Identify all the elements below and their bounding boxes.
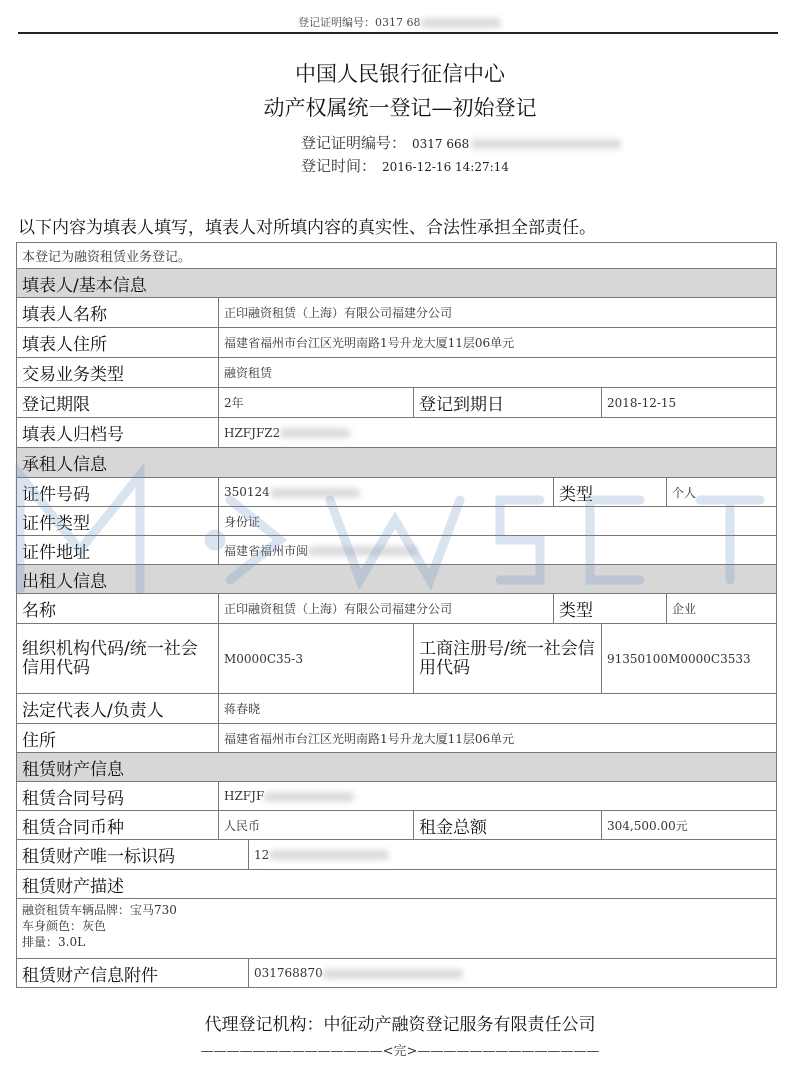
top-cert-value: 0317 68 <box>375 16 421 29</box>
table-row <box>17 478 777 507</box>
redaction-blur <box>270 488 360 498</box>
uid-visible: 12 <box>254 847 270 862</box>
top-cert-label: 登记证明编号： <box>298 16 375 29</box>
cert-number-label: 登记证明编号： <box>301 134 407 152</box>
register-time-label: 登记时间： <box>301 157 377 175</box>
lessee-id-value <box>219 478 554 507</box>
lessor-org-value: M0000C35-3 <box>219 624 414 694</box>
redaction-blur <box>308 546 418 556</box>
lessor-rep-value: 蒋春晓 <box>219 694 777 724</box>
filler-address-value: 福建省福州市台江区光明南路1号升龙大厦11层06单元 <box>219 328 777 358</box>
table-row <box>17 959 777 988</box>
uid-value <box>249 840 777 870</box>
section-property <box>17 753 777 782</box>
field-label: 填表人住所 <box>17 328 219 358</box>
lessee-kind-value: 个人 <box>667 478 777 507</box>
field-label: 租金总额 <box>414 811 602 840</box>
table-row <box>17 358 777 388</box>
field-label: 类型 <box>554 478 667 507</box>
section-title: 承租人信息 <box>17 448 777 478</box>
archive-visible: HZFJFZ2 <box>224 425 281 440</box>
period-value: 2年 <box>219 388 414 418</box>
redaction-blur <box>323 969 463 979</box>
property-description <box>17 899 777 959</box>
top-divider <box>18 32 778 34</box>
desc-line: 车身颜色：灰色 <box>22 919 107 933</box>
lessor-address-value: 福建省福州市台江区光明南路1号升龙大厦11层06单元 <box>219 724 777 753</box>
table-row <box>17 328 777 358</box>
attach-value <box>249 959 777 988</box>
lessee-address-visible: 福建省福州市闽 <box>224 543 309 558</box>
lessor-kind-value: 企业 <box>667 594 777 624</box>
table-row <box>17 594 777 624</box>
end-marker: ——————————————<完>—————————————— <box>200 1044 600 1059</box>
agency-line: 代理登记机构：中征动产融资登记服务有限责任公司 <box>204 1015 596 1035</box>
section-lessee <box>17 448 777 478</box>
field-label: 租赁财产信息附件 <box>17 959 249 988</box>
lessee-id-visible: 350124 <box>224 485 270 499</box>
table-row <box>17 694 777 724</box>
field-label: 组织机构代码/统一社会信用代码 <box>17 624 219 694</box>
field-label: 交易业务类型 <box>17 358 219 388</box>
field-label: 证件号码 <box>17 478 219 507</box>
redaction-blur <box>471 139 621 149</box>
table-row <box>17 624 777 694</box>
redaction-blur <box>280 428 350 438</box>
top-cert-number <box>298 14 501 30</box>
table-row <box>17 724 777 753</box>
desc-line: 排量：3.0L <box>22 935 86 949</box>
table-row <box>17 870 777 899</box>
field-label: 法定代表人/负责人 <box>17 694 219 724</box>
registration-form <box>16 242 777 988</box>
business-note: 本登记为融资租赁业务登记。 <box>17 243 777 269</box>
field-label: 登记到期日 <box>414 388 602 418</box>
field-label: 填表人归档号 <box>17 418 219 448</box>
field-label: 租赁合同币种 <box>17 811 219 840</box>
field-label: 租赁合同号码 <box>17 782 219 811</box>
section-title: 租赁财产信息 <box>17 753 777 782</box>
section-lessor <box>17 565 777 594</box>
filler-name-value: 正印融资租赁（上海）有限公司福建分公司 <box>219 298 777 328</box>
table-row <box>17 298 777 328</box>
redaction-blur <box>269 850 389 860</box>
field-label: 填表人名称 <box>17 298 219 328</box>
section-title: 填表人/基本信息 <box>17 269 777 298</box>
cert-number-row <box>301 132 621 153</box>
section-filler <box>17 269 777 298</box>
section-title: 出租人信息 <box>17 565 777 594</box>
table-row <box>17 782 777 811</box>
field-label: 租赁财产描述 <box>17 870 777 899</box>
page-title: 中国人民银行征信中心 <box>295 62 505 86</box>
table-row <box>17 536 777 565</box>
field-label: 证件类型 <box>17 507 219 536</box>
field-label: 类型 <box>554 594 667 624</box>
lessor-reg-value: 91350100M0000C3533 <box>602 624 777 694</box>
responsibility-notice: 以下内容为填表人填写，填表人对所填内容的真实性、合法性承担全部责任。 <box>18 218 596 238</box>
cert-number-value: 0317 668 <box>412 137 470 151</box>
table-row <box>17 507 777 536</box>
field-label: 证件地址 <box>17 536 219 565</box>
register-time-value: 2016-12-16 14:27:14 <box>382 160 509 174</box>
table-row <box>17 899 777 959</box>
lessee-id-type-value: 身份证 <box>219 507 777 536</box>
field-label: 住所 <box>17 724 219 753</box>
lessee-address-value <box>219 536 777 565</box>
redaction-blur <box>264 792 354 802</box>
field-label: 工商注册号/统一社会信用代码 <box>414 624 602 694</box>
rent-value: 304,500.00元 <box>602 811 777 840</box>
register-time-row <box>301 155 509 176</box>
contract-visible: HZFJF <box>224 789 265 803</box>
business-note-row <box>17 243 777 269</box>
table-row <box>17 388 777 418</box>
lessor-name-value: 正印融资租赁（上海）有限公司福建分公司 <box>219 594 554 624</box>
business-type-value: 融资租赁 <box>219 358 777 388</box>
table-row <box>17 840 777 870</box>
field-label: 名称 <box>17 594 219 624</box>
desc-line: 融资租赁车辆品牌：宝马730 <box>22 903 177 917</box>
field-label: 登记期限 <box>17 388 219 418</box>
contract-value <box>219 782 777 811</box>
attach-visible: 031768870 <box>254 966 323 980</box>
archive-value <box>219 418 777 448</box>
expiry-value: 2018-12-15 <box>602 388 777 418</box>
table-row <box>17 418 777 448</box>
redaction-blur <box>421 18 501 28</box>
page-subtitle: 动产权属统一登记—初始登记 <box>263 96 537 120</box>
currency-value: 人民币 <box>219 811 414 840</box>
table-row <box>17 811 777 840</box>
field-label: 租赁财产唯一标识码 <box>17 840 249 870</box>
